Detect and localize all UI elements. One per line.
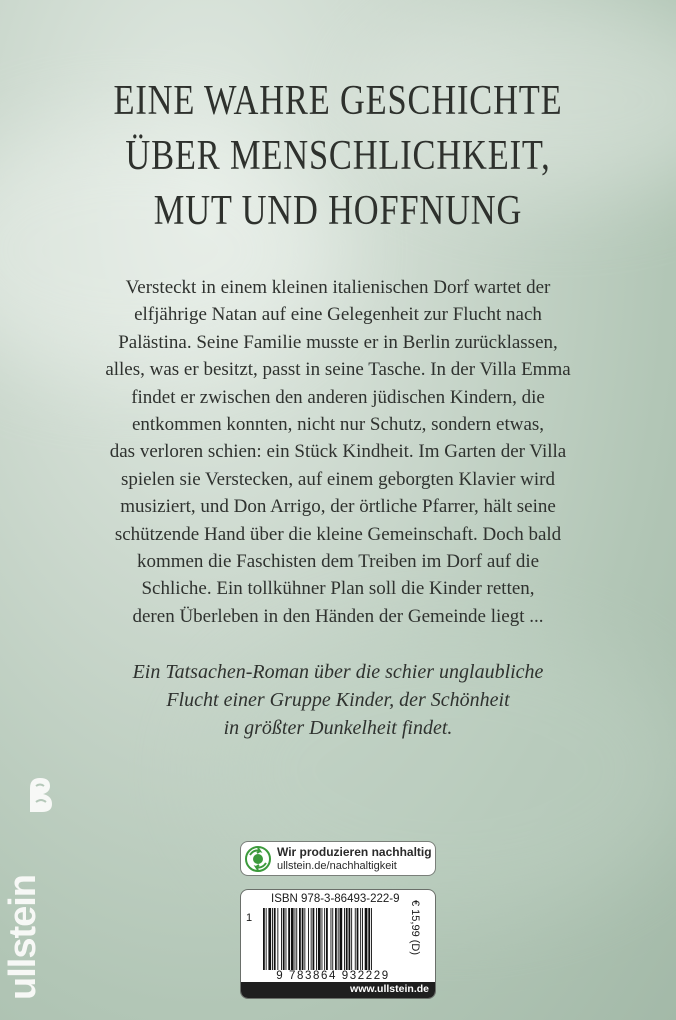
blurb-line: musiziert, und Don Arrigo, der örtliche Pfarrer, hält seine — [120, 496, 556, 518]
tagline-line: Flucht einer Gruppe Kinder, der Schönheit — [166, 689, 510, 711]
barcode-bar — [288, 908, 290, 970]
barcode-bar — [338, 908, 339, 970]
barcode-panel — [240, 889, 436, 999]
tagline — [0, 658, 676, 742]
barcode-bar — [296, 908, 297, 970]
blurb-line: Palästina. Seine Familie musste er in Berlin zurücklassen, — [118, 331, 558, 353]
barcode-bar — [277, 908, 278, 970]
barcode-bar — [326, 908, 328, 970]
blurb-line: das verloren schien: ein Stück Kindheit. Im Garten der Villa — [109, 441, 567, 463]
headline-line: EINE WAHRE GESCHICHTE — [113, 78, 563, 124]
blurb-line: Versteckt in einem kleinen italienischen Dorf wartet der — [125, 277, 551, 298]
barcode-bar — [311, 908, 312, 970]
barcode-bar — [332, 908, 333, 970]
barcode-bar — [316, 908, 317, 970]
barcode-bar — [371, 908, 372, 970]
barcode-bar — [346, 908, 348, 970]
blurb-line: Schliche. Ein tollkühner Plan soll die Kinder retten, — [141, 578, 535, 600]
barcode-bar — [349, 908, 351, 970]
sustainability-url: ullstein.de/nachhaltigkeit — [277, 860, 397, 872]
barcode-bar — [360, 908, 361, 970]
barcode-bar — [322, 908, 323, 970]
barcode-bar — [318, 908, 321, 970]
blurb-text — [0, 274, 676, 630]
blurb-line: spielen sie Verstecken, auf einem geborgten Klavier wird — [120, 468, 556, 490]
barcode-bar — [355, 908, 356, 970]
sustainability-badge — [240, 841, 436, 876]
blurb-line: schützende Hand über die kleine Gemeinschaft. Doch bald — [114, 523, 562, 545]
recycle-globe-icon — [244, 845, 272, 873]
barcode-bar — [281, 908, 282, 970]
blurb-line: entkommen konnten, nicht nur Schutz, sondern etwas, — [131, 414, 545, 436]
barcode-bar — [368, 908, 370, 970]
barcode-bar — [335, 908, 337, 970]
barcode-bar — [362, 908, 363, 970]
blurb-line: deren Überleben in den Händen der Gemeinde liegt ... — [132, 605, 544, 627]
barcode-bar — [272, 908, 273, 970]
barcode-bar — [344, 908, 345, 970]
barcode-bar — [351, 908, 352, 970]
barcode-bar — [308, 908, 309, 970]
tagline-line: Ein Tatsachen-Roman über die schier unglaubliche — [132, 661, 544, 683]
headline-line: ÜBER MENSCHLICHKEIT, — [125, 133, 551, 179]
barcode-bar — [340, 908, 343, 970]
barcode-bar — [286, 908, 287, 970]
price-label: € 15,99 (D) — [409, 900, 421, 956]
barcode-bar — [299, 908, 301, 970]
headline-line: MUT UND HOFFNUNG — [153, 188, 523, 234]
barcode-bar — [324, 908, 325, 970]
tagline-line: in größter Dunkelheit findet. — [223, 717, 453, 739]
barcode-bar — [357, 908, 359, 970]
barcode-bar — [304, 908, 305, 970]
blurb-line: alles, was er besitzt, passt in seine Tasche. In der Villa Emma — [105, 359, 571, 381]
barcode-bar — [365, 908, 368, 970]
barcode-bar — [268, 908, 271, 970]
barcode-bar — [274, 908, 276, 970]
publisher-logo-text: ullstein — [2, 874, 44, 1000]
barcode-bar — [313, 908, 315, 970]
blurb-line: elfjährige Natan auf eine Gelegenheit zur Flucht nach — [134, 304, 542, 326]
blurb-line: findet er zwischen den anderen jüdischen Kindern, die — [131, 386, 545, 408]
barcode-bar — [283, 908, 285, 970]
barcode-bar — [266, 908, 267, 970]
isbn-label: ISBN 978-3-86493-222-9 — [271, 893, 400, 905]
barcode-bars — [261, 908, 409, 970]
publisher-website[interactable]: www.ullstein.de — [350, 983, 429, 995]
ullstein-owl-logo-icon — [26, 774, 56, 814]
barcode-bar — [302, 908, 304, 970]
barcode-bar — [331, 908, 332, 970]
barcode-bar — [263, 908, 265, 970]
sustainability-label: Wir produzieren nachhaltig — [277, 845, 432, 859]
website-strip — [241, 982, 435, 998]
barcode-digits: 9 783864 932229 — [276, 970, 390, 982]
barcode-bar — [291, 908, 294, 970]
barcode-leading-digit: 1 — [246, 912, 253, 924]
barcode-bar — [295, 908, 296, 970]
headline — [61, 74, 615, 239]
blurb-line: kommen die Faschisten dem Treiben im Dorf auf die — [136, 551, 540, 573]
